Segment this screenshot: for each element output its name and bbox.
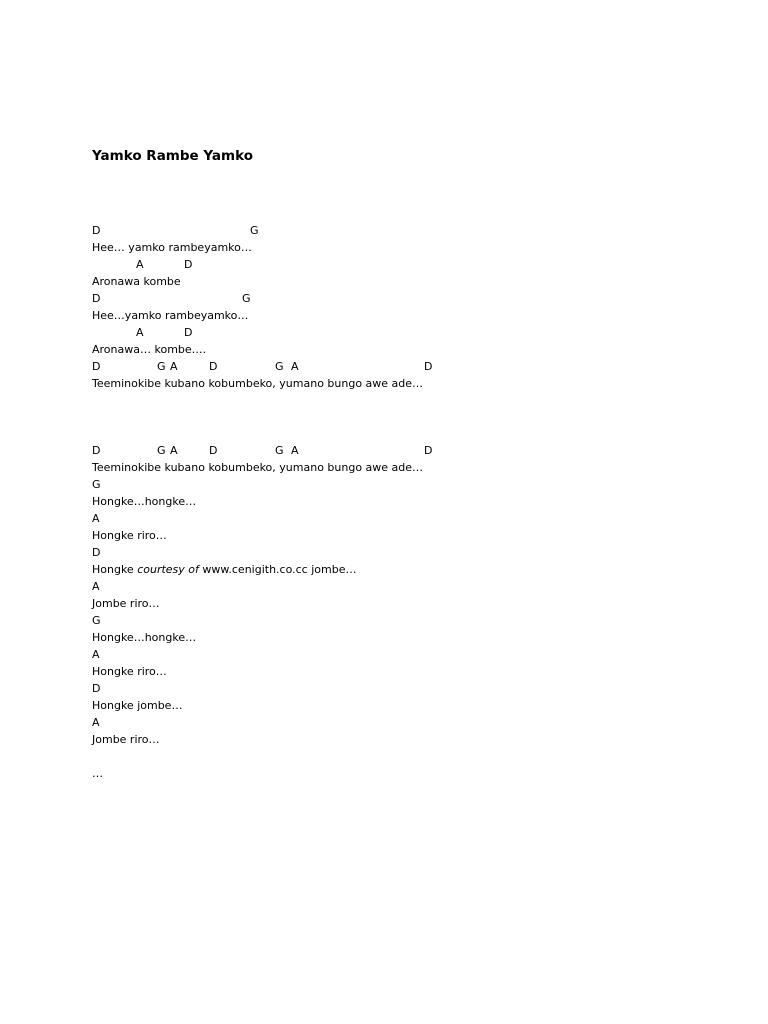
- lyric-line: Hongke…hongke…: [92, 631, 197, 644]
- chord-line: A: [92, 580, 100, 593]
- chord: D: [92, 224, 101, 237]
- lyric-text: www.cenigith.co.cc jombe…: [198, 563, 357, 576]
- song-title: Yamko Rambe Yamko: [92, 148, 253, 164]
- chord-line: G: [92, 614, 101, 627]
- chord: A: [170, 360, 178, 373]
- chord: A: [291, 444, 299, 457]
- ending-ellipsis: …: [92, 767, 103, 780]
- chord: A: [291, 360, 299, 373]
- chord: G: [157, 360, 166, 373]
- lyric-line: Aronawa… kombe….: [92, 343, 207, 356]
- chord-line: D: [92, 546, 101, 559]
- chord: D: [424, 360, 433, 373]
- chord: D: [92, 444, 101, 457]
- chord: A: [136, 326, 144, 339]
- chord: A: [136, 258, 144, 271]
- chord: A: [170, 444, 178, 457]
- chord: G: [275, 360, 284, 373]
- chord: D: [92, 292, 101, 305]
- lyric-line: [92, 561, 356, 578]
- chord: D: [209, 360, 218, 373]
- lyric-line: Hongke riro…: [92, 665, 167, 678]
- chord: D: [184, 258, 193, 271]
- chord: D: [184, 326, 193, 339]
- chord: D: [424, 444, 433, 457]
- chord: D: [209, 444, 218, 457]
- chord: G: [250, 224, 259, 237]
- chord: G: [157, 444, 166, 457]
- chord-line: D: [92, 682, 101, 695]
- chord: D: [92, 360, 101, 373]
- chord: G: [275, 444, 284, 457]
- lyric-line: Aronawa kombe: [92, 275, 181, 288]
- lyric-line: Hee…yamko rambeyamko…: [92, 309, 249, 322]
- chord-line: A: [92, 716, 100, 729]
- lyric-line: Hongke…hongke…: [92, 495, 197, 508]
- chord: G: [242, 292, 251, 305]
- chord-line: G: [92, 478, 101, 491]
- chord-line: A: [92, 648, 100, 661]
- lyric-line: Jombe riro…: [92, 733, 160, 746]
- lyric-text: Hongke: [92, 563, 138, 576]
- lyric-line: Teeminokibe kubano kobumbeko, yumano bungo awe ade…: [92, 461, 424, 474]
- courtesy-text: courtesy of: [137, 563, 199, 576]
- chord-line: A: [92, 512, 100, 525]
- lyric-line: Jombe riro…: [92, 597, 160, 610]
- lyric-line: Hee… yamko rambeyamko…: [92, 241, 252, 254]
- lyric-line: Hongke jombe…: [92, 699, 183, 712]
- song-sheet: [92, 0, 692, 1024]
- lyric-line: Teeminokibe kubano kobumbeko, yumano bungo awe ade…: [92, 377, 424, 390]
- lyric-line: Hongke riro…: [92, 529, 167, 542]
